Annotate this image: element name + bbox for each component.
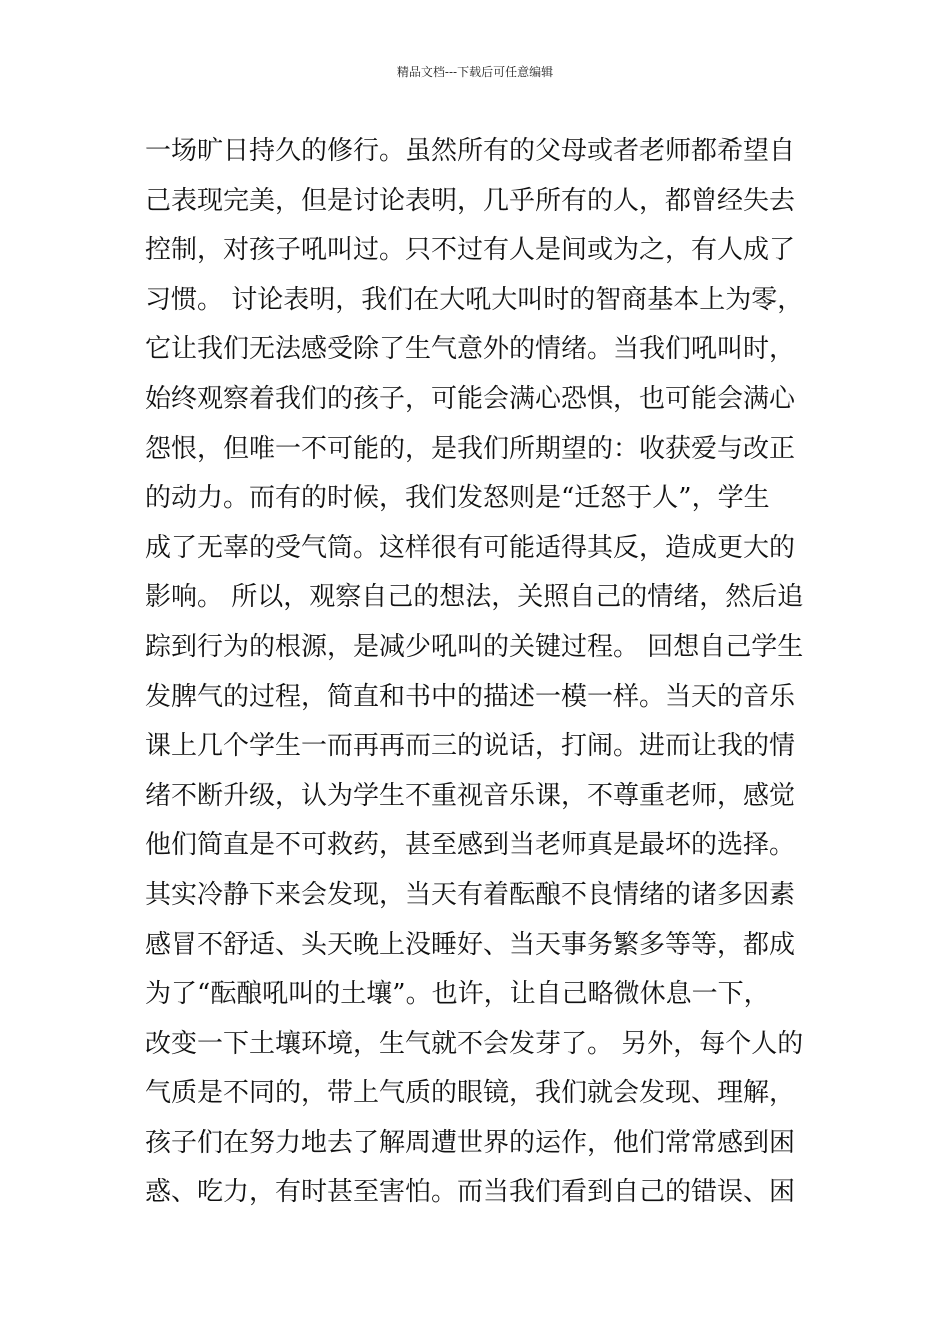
- text-line: 惑、吃力，有时甚至害怕。而当我们看到自己的错误、困: [145, 1177, 796, 1208]
- text-line: 改变一下土壤环境，生气就不会发芽了。 另外，每个人的: [145, 1028, 804, 1059]
- page-header: 精品文档---下载后可任意编辑: [396, 65, 554, 79]
- text-line: 气质是不同的，带上气质的眼镜，我们就会发现、理解，: [145, 1078, 796, 1109]
- text-line: 习惯。 讨论表明，我们在大吼大叫时的智商基本上为零，: [145, 284, 804, 315]
- text-line: 始终观察着我们的孩子，可能会满心恐惧，也可能会满心: [145, 383, 796, 414]
- text-line: 课上几个学生一而再再而三的说话，打闹。进而让我的情: [145, 731, 796, 762]
- text-line: 控制，对孩子吼叫过。只不过有人是间或为之，有人成了: [145, 235, 796, 266]
- text-line: 感冒不舒适、头天晚上没睡好、当天事务繁多等等，都成: [145, 929, 796, 960]
- text-line: 一场旷日持久的修行。虽然所有的父母或者老师都希望自: [145, 136, 796, 166]
- body-text: [145, 127, 815, 1218]
- text-line: 成了无辜的受气筒。这样很有可能适得其反，造成更大的: [145, 532, 796, 563]
- text-line: 绪不断升级，认为学生不重视音乐课，不尊重老师，感觉: [145, 780, 796, 811]
- text-line: 其实冷静下来会发现，当天有着酝酿不良情绪的诸多因素: [145, 879, 796, 910]
- text-line: 发脾气的过程，简直和书中的描述一模一样。当天的音乐: [145, 681, 796, 712]
- text-line: 孩子们在努力地去了解周遭世界的运作，他们常常感到困: [145, 1127, 796, 1158]
- text-line: 它让我们无法感受除了生气意外的情绪。当我们吼叫时，: [145, 334, 796, 365]
- text-line: 影响。 所以，观察自己的想法，关照自己的情绪，然后追: [145, 582, 804, 613]
- text-line: 己表现完美，但是讨论表明，几乎所有的人，都曾经失去: [145, 185, 796, 216]
- text-line: 为了“酝酿吼叫的土壤”。也许，让自己略微休息一下，: [145, 979, 770, 1010]
- text-line: 的动力。而有的时候，我们发怒则是“迁怒于人”，学生: [145, 483, 770, 514]
- text-line: 踪到行为的根源，是减少吼叫的关键过程。 回想自己学生: [145, 631, 804, 662]
- text-line: 他们简直是不可救药，甚至感到当老师真是最坏的选择。: [145, 830, 796, 861]
- text-line: 怨恨，但唯一不可能的，是我们所期望的：收获爱与改正: [145, 433, 796, 464]
